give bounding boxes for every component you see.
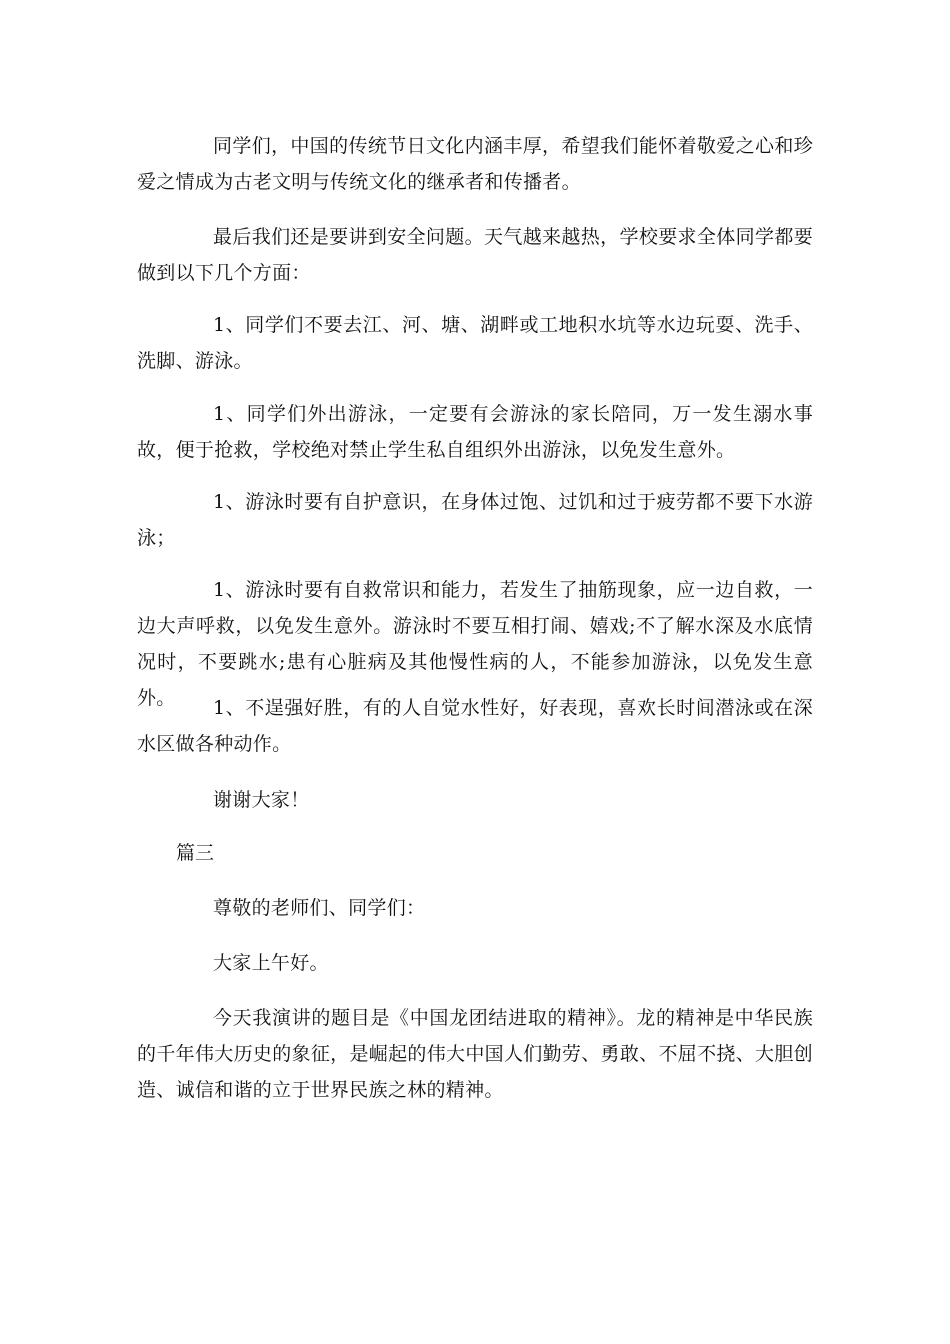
section-heading: 篇三 xyxy=(176,842,215,864)
paragraph-safety-intro: 最后我们还是要讲到安全问题。天气越来越热，学校要求全体同学都要做到以下几个方面： xyxy=(137,226,813,284)
list-item-self-rescue: 1、游泳时要有自救常识和能力，若发生了抽筋现象，应一边自救，一边大声呼救，以免发生意外。游泳时不要互相打闹、嬉戏;不了解水深及水底情况时，不要跳水;患有心脏病及其他慢性病的人，不能参加游泳，以免发生意外。 xyxy=(137,579,813,709)
paragraph-greeting: 尊敬的老师们、同学们： xyxy=(213,897,426,919)
paragraph-good-morning: 大家上午好。 xyxy=(213,952,329,974)
paragraph-speech-topic: 今天我演讲的题目是《中国龙团结进取的精神》。龙的精神是中华民族的千年伟大历史的象征，是崛起的伟大中国人们勤劳、勇敢、不屈不挠、大胆创造、诚信和谐的立于世界民族之林的精神。 xyxy=(137,1007,813,1101)
list-item-avoid-water: 1、同学们不要去江、河、塘、湖畔或工地积水坑等水边玩耍、洗手、洗脚、游泳。 xyxy=(137,314,813,372)
list-item-swim-with-parents: 1、同学们外出游泳，一定要有会游泳的家长陪同，万一发生溺水事故，便于抢救，学校绝对禁止学生私自组织外出游泳，以免发生意外。 xyxy=(137,403,813,461)
list-item-self-protection: 1、游泳时要有自护意识，在身体过饱、过饥和过于疲劳都不要下水游泳； xyxy=(137,491,813,549)
list-item-no-showing-off: 1、不逞强好胜，有的人自觉水性好，好表现，喜欢长时间潜泳或在深水区做各种动作。 xyxy=(137,697,813,755)
paragraph-thanks: 谢谢大家！ xyxy=(213,789,310,811)
paragraph-traditional-festivals: 同学们，中国的传统节日文化内涵丰厚，希望我们能怀着敬爱之心和珍爱之情成为古老文明与传统文化的继承者和传播者。 xyxy=(137,135,813,193)
